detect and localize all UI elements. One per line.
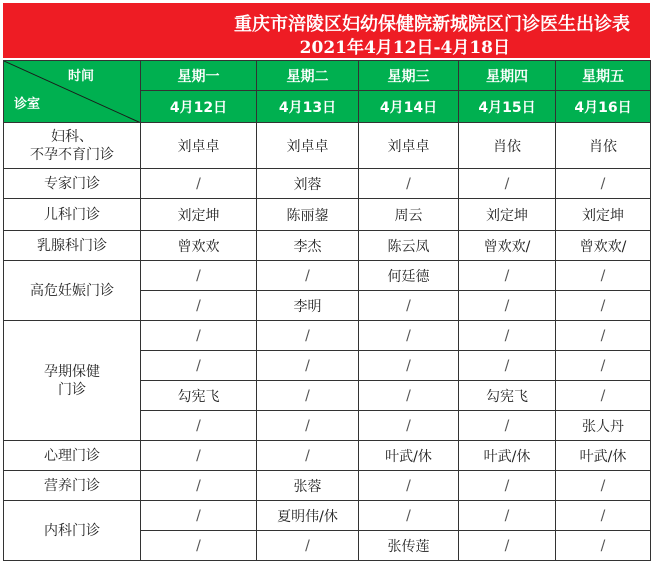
schedule-cell: / (141, 291, 257, 321)
schedule-cell: / (556, 501, 651, 531)
schedule-cell: 肖依 (556, 123, 651, 169)
dept-highrisk: 高危妊娠门诊 (4, 261, 141, 321)
corner-time-label: 时间 (67, 69, 94, 84)
schedule-cell: 刘定坤 (556, 199, 651, 231)
schedule-cell: 刘定坤 (141, 199, 257, 231)
schedule-cell: / (359, 501, 459, 531)
schedule-cell: 李杰 (257, 231, 359, 261)
schedule-cell: 刘卓卓 (257, 123, 359, 169)
schedule-cell: / (459, 169, 556, 199)
schedule-cell: / (459, 531, 556, 561)
table-row (4, 169, 651, 199)
dept-prenatal: 孕期保健 门诊 (4, 321, 141, 441)
schedule-cell: 刘卓卓 (359, 123, 459, 169)
schedule-cell: / (141, 261, 257, 291)
corner-room-label: 诊室 (14, 97, 41, 112)
schedule-cell: 曾欢欢/ (556, 231, 651, 261)
schedule-cell: / (257, 321, 359, 351)
schedule-cell: / (459, 321, 556, 351)
schedule-cell: / (459, 351, 556, 381)
schedule-cell: / (556, 471, 651, 501)
schedule-cell: / (141, 169, 257, 199)
schedule-cell: / (459, 291, 556, 321)
table-row (4, 199, 651, 231)
schedule-table (3, 60, 651, 561)
dept-breast: 乳腺科门诊 (4, 231, 141, 261)
schedule-cell: / (556, 351, 651, 381)
schedule-cell: / (141, 501, 257, 531)
table-row (4, 261, 651, 291)
weekday-header: 星期一 (141, 61, 257, 91)
header-corner (4, 61, 141, 123)
dept-gyn: 妇科、 不孕不育门诊 (4, 123, 141, 169)
schedule-cell: / (141, 531, 257, 561)
weekday-header: 星期四 (459, 61, 556, 91)
dept-internal: 内科门诊 (4, 501, 141, 561)
weekday-header: 星期二 (257, 61, 359, 91)
schedule-cell: / (359, 169, 459, 199)
table-row (4, 471, 651, 501)
date-header: 4月14日 (359, 91, 459, 123)
schedule-cell: 夏明伟/休 (257, 501, 359, 531)
schedule-cell: / (556, 381, 651, 411)
schedule-cell: / (257, 441, 359, 471)
schedule-cell: 叶武/休 (556, 441, 651, 471)
schedule-cell: / (141, 321, 257, 351)
table-row (4, 321, 651, 351)
schedule-cell: 刘蓉 (257, 169, 359, 199)
date-header: 4月15日 (459, 91, 556, 123)
schedule-cell: / (141, 411, 257, 441)
schedule-cell: 陈云凤 (359, 231, 459, 261)
schedule-cell: / (141, 471, 257, 501)
schedule-cell: / (257, 381, 359, 411)
dept-peds: 儿科门诊 (4, 199, 141, 231)
schedule-cell: / (141, 441, 257, 471)
schedule-cell: / (556, 291, 651, 321)
schedule-cell: 叶武/休 (359, 441, 459, 471)
schedule-cell: 李明 (257, 291, 359, 321)
schedule-cell: / (556, 321, 651, 351)
schedule-cell: / (359, 291, 459, 321)
schedule-cell: / (257, 261, 359, 291)
schedule-cell: 张传莲 (359, 531, 459, 561)
schedule-cell: / (359, 411, 459, 441)
schedule-cell: / (359, 381, 459, 411)
table-row (4, 231, 651, 261)
schedule-cell: / (459, 411, 556, 441)
schedule-cell: 勾宪飞 (141, 381, 257, 411)
dept-expert: 专家门诊 (4, 169, 141, 199)
schedule-cell: / (556, 169, 651, 199)
table-row (4, 501, 651, 531)
schedule-cell: 曾欢欢 (141, 231, 257, 261)
date-header: 4月12日 (141, 91, 257, 123)
dept-nutrition: 营养门诊 (4, 471, 141, 501)
dept-psych: 心理门诊 (4, 441, 141, 471)
schedule-cell: / (257, 351, 359, 381)
schedule-cell: / (359, 471, 459, 501)
date-header: 4月13日 (257, 91, 359, 123)
table-row (4, 123, 651, 169)
schedule-cell: 张蓉 (257, 471, 359, 501)
schedule-cell: / (459, 501, 556, 531)
date-range: 2021年4月12日-4月18日 (299, 38, 510, 58)
schedule-cell: 叶武/休 (459, 441, 556, 471)
schedule-cell: / (556, 261, 651, 291)
schedule-cell: 何廷德 (359, 261, 459, 291)
schedule-cell: 张人丹 (556, 411, 651, 441)
schedule-cell: / (359, 351, 459, 381)
schedule-cell: 曾欢欢/ (459, 231, 556, 261)
schedule-cell: 陈丽鋆 (257, 199, 359, 231)
schedule-cell: / (257, 411, 359, 441)
weekday-header: 星期五 (556, 61, 651, 91)
table-row (4, 441, 651, 471)
schedule-cell: / (141, 351, 257, 381)
schedule-cell: 肖依 (459, 123, 556, 169)
date-header: 4月16日 (556, 91, 651, 123)
schedule-cell: 刘定坤 (459, 199, 556, 231)
schedule-cell: 勾宪飞 (459, 381, 556, 411)
schedule-cell: / (459, 261, 556, 291)
schedule-title: 重庆市涪陵区妇幼保健院新城院区门诊医生出诊表 (234, 14, 630, 35)
schedule-cell: / (257, 531, 359, 561)
schedule-cell: / (459, 471, 556, 501)
schedule-cell: 周云 (359, 199, 459, 231)
schedule-cell: 刘卓卓 (141, 123, 257, 169)
schedule-cell: / (556, 531, 651, 561)
weekday-header: 星期三 (359, 61, 459, 91)
schedule-cell: / (359, 321, 459, 351)
title-banner (3, 3, 650, 58)
